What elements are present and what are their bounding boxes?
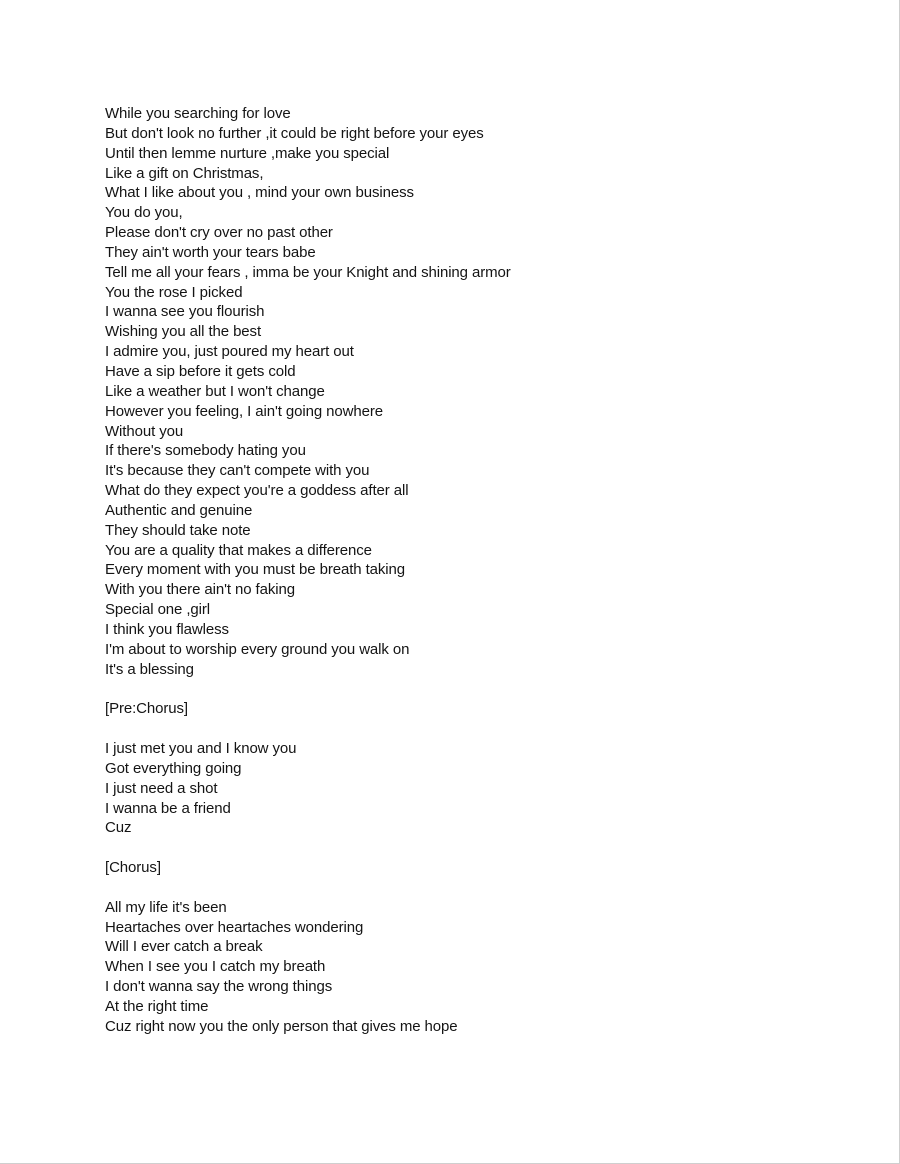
verse-line: Like a gift on Christmas, bbox=[105, 164, 264, 182]
verse-line: Like a weather but I won't change bbox=[105, 382, 325, 400]
pre-chorus-line: Got everything going bbox=[105, 759, 242, 777]
verse-line: Without you bbox=[105, 422, 184, 440]
verse-line: However you feeling, I ain't going nowhere bbox=[105, 402, 384, 420]
pre-chorus-label: [Pre:Chorus] bbox=[105, 700, 188, 718]
verse-line: Have a sip before it gets cold bbox=[105, 362, 296, 380]
verse-line: Special one ,girl bbox=[105, 601, 211, 619]
verse-line: What I like about you , mind your own business bbox=[105, 184, 414, 202]
verse-line: Tell me all your fears , imma be your Knight and shining armor bbox=[105, 263, 511, 281]
chorus-line: Will I ever catch a break bbox=[105, 938, 263, 956]
verse-line: You the rose I picked bbox=[105, 283, 243, 301]
chorus-block bbox=[105, 898, 865, 1037]
verse-line: I'm about to worship every ground you walk on bbox=[105, 640, 410, 658]
verse-block bbox=[105, 104, 865, 679]
verse-line: They ain't worth your tears babe bbox=[105, 243, 316, 261]
blank-line bbox=[105, 719, 865, 739]
chorus-line: All my life it's been bbox=[105, 898, 227, 916]
verse-line: But don't look no further ,it could be right before your eyes bbox=[105, 124, 484, 142]
verse-line: I wanna see you flourish bbox=[105, 303, 265, 321]
verse-line: What do they expect you're a goddess after all bbox=[105, 482, 409, 500]
pre-chorus-line: I wanna be a friend bbox=[105, 799, 231, 817]
pre-chorus-line: I just need a shot bbox=[105, 779, 218, 797]
blank-line bbox=[105, 838, 865, 858]
chorus-line: I don't wanna say the wrong things bbox=[105, 978, 333, 996]
chorus-line: At the right time bbox=[105, 997, 209, 1015]
pre-chorus-line: I just met you and I know you bbox=[105, 740, 297, 757]
verse-line: It's a blessing bbox=[105, 660, 194, 678]
verse-line: I think you flawless bbox=[105, 620, 229, 638]
blank-line bbox=[105, 878, 865, 898]
verse-line: Please don't cry over no past other bbox=[105, 224, 333, 242]
verse-line: You do you, bbox=[105, 204, 183, 222]
pre-chorus-block bbox=[105, 739, 865, 838]
verse-line: You are a quality that makes a difference bbox=[105, 541, 372, 559]
chorus-line: Cuz right now you the only person that gives me hope bbox=[105, 1017, 458, 1035]
verse-line: They should take note bbox=[105, 521, 251, 539]
lyrics-body bbox=[105, 104, 865, 1037]
pre-chorus-line: Cuz bbox=[105, 819, 132, 837]
verse-line: I admire you, just poured my heart out bbox=[105, 343, 354, 361]
chorus-line: When I see you I catch my breath bbox=[105, 958, 326, 976]
verse-line: Every moment with you must be breath taking bbox=[105, 561, 406, 579]
chorus-label: [Chorus] bbox=[105, 859, 161, 877]
verse-line: Until then lemme nurture ,make you special bbox=[105, 144, 390, 162]
verse-line: If there's somebody hating you bbox=[105, 442, 306, 460]
verse-line: With you there ain't no faking bbox=[105, 581, 295, 599]
verse-line: While you searching for love bbox=[105, 105, 291, 122]
verse-line: It's because they can't compete with you bbox=[105, 462, 370, 480]
chorus-line: Heartaches over heartaches wondering bbox=[105, 918, 364, 936]
verse-line: Wishing you all the best bbox=[105, 323, 262, 341]
verse-line: Authentic and genuine bbox=[105, 501, 253, 519]
blank-line bbox=[105, 679, 865, 699]
